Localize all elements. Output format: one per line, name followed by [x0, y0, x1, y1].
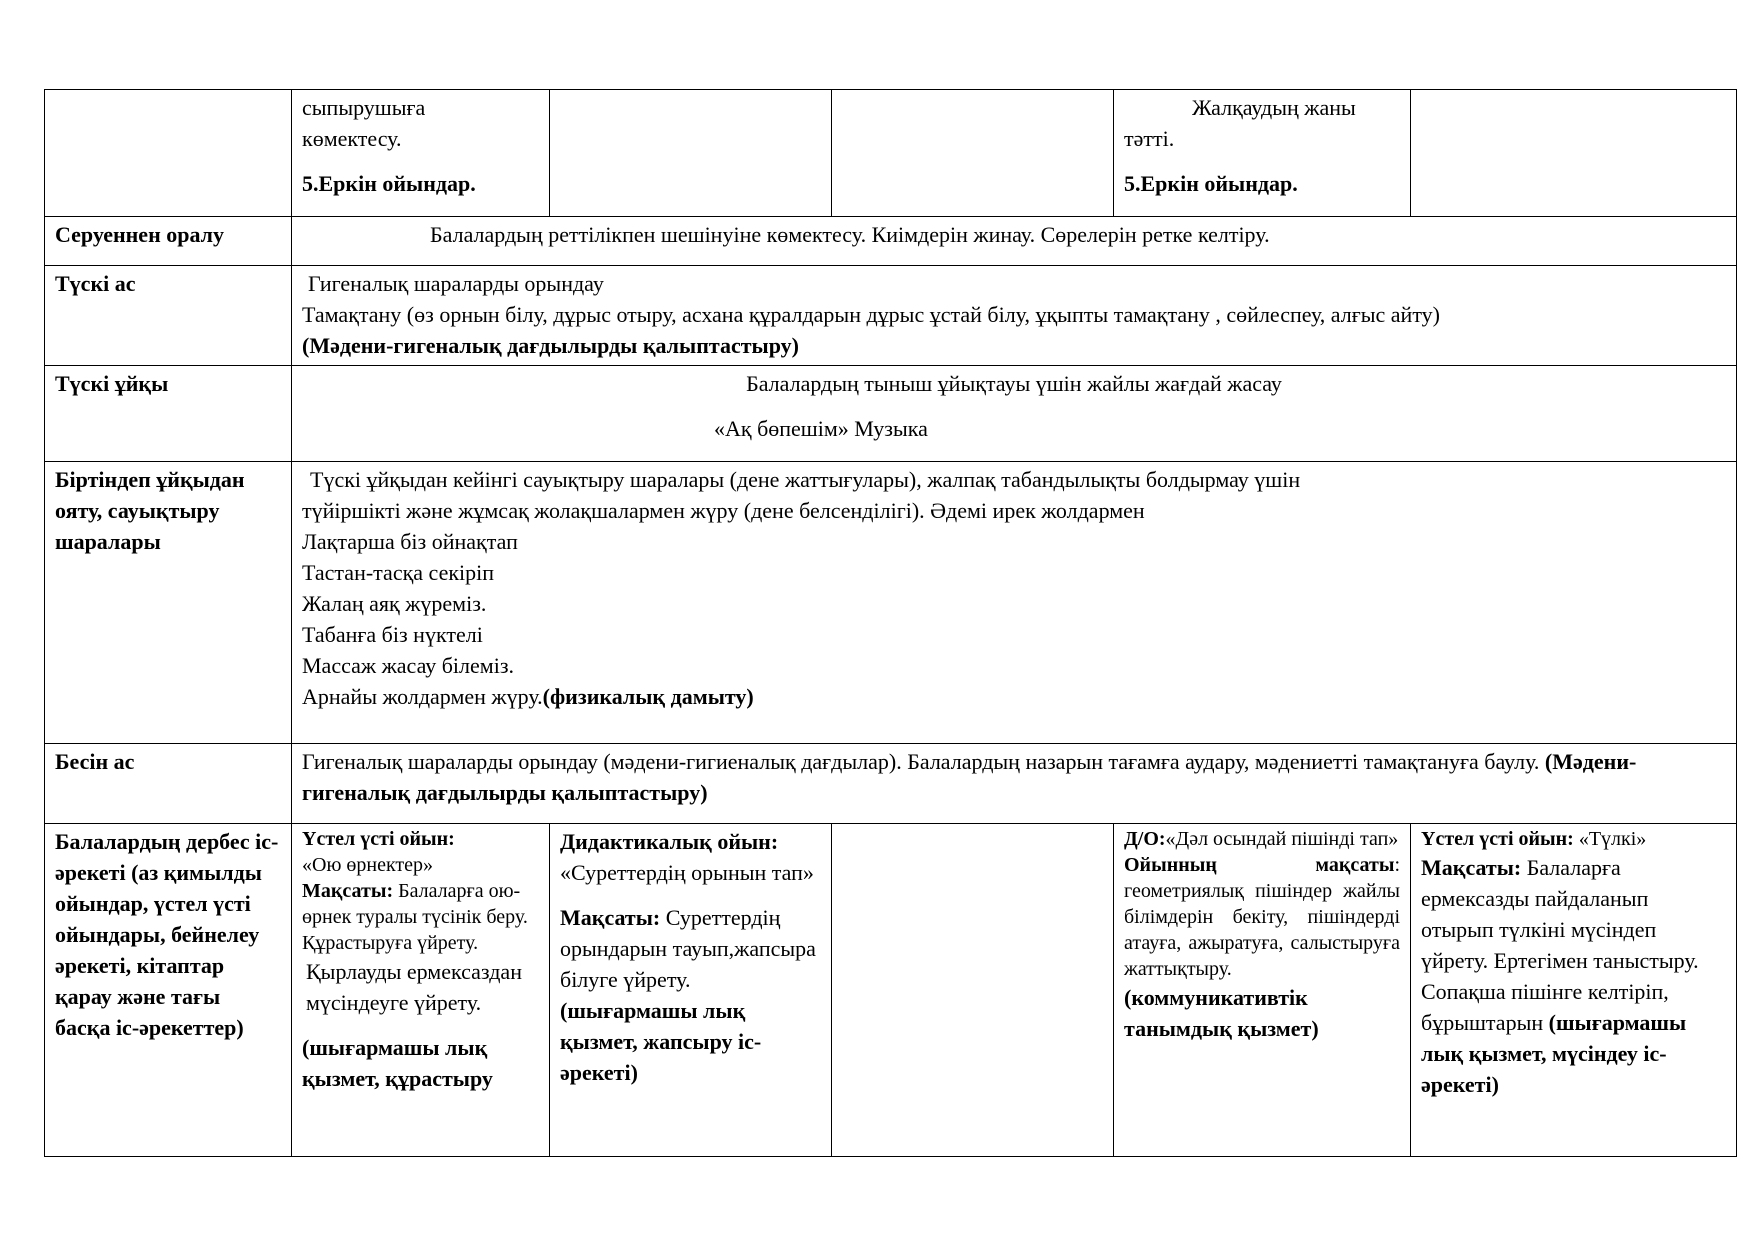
wake-last-text: Арнайы жолдармен жүру.	[302, 684, 543, 709]
cell-top-label	[45, 90, 292, 217]
row-label: Бесін ас	[45, 744, 292, 824]
lunch-bold: (Мәдени-гигеналық дағдылырды қалыптастыру)	[302, 333, 799, 358]
table-row-top	[45, 90, 1737, 217]
wake-line: Жалаң аяқ жүреміз.	[302, 591, 487, 616]
c4-goal-label: Ойынның мақсаты	[1124, 854, 1395, 876]
wake-line: Лақтарша біз ойнақтап	[302, 529, 518, 554]
c4-goal-text: : геометриялық пішіндер жайлы білімдерін бекіту, пішіндерді атауға, ажыратуға, салыстыруға жаттықтыру.	[1124, 854, 1400, 980]
text-line: көмектесу.	[302, 126, 402, 151]
c5-title: Үстел үсті ойын:	[1421, 828, 1574, 850]
c2-subtitle: «Суреттердің орынын тап»	[560, 860, 814, 885]
cell-independent-c1	[292, 824, 550, 1157]
cell-top-col2	[550, 90, 832, 217]
wake-line: Табанға біз нүктелі	[302, 622, 483, 647]
wake-line-last	[302, 681, 1726, 712]
c2-goal-label: Мақсаты:	[560, 905, 661, 930]
row-label: Серуеннен оралу	[45, 217, 292, 266]
cell-independent-c4	[1114, 824, 1411, 1157]
free-games-heading: 5.Еркін ойындар.	[1124, 171, 1298, 196]
table-row-return-walk	[45, 217, 1737, 266]
schedule-table	[44, 89, 1737, 1157]
c5-goal-label: Мақсаты:	[1421, 855, 1522, 880]
c5-goal-text: Балаларға ермексазды пайдаланып отырып түлкіні мүсіндеп үйрету. Ертегімен таныстыру. Сопақша пішінге келтіріп, бұрыштарын	[1421, 855, 1699, 1035]
c2-goal-text: Суреттердің орындарын тауып,жапсыра білуге үйрету.	[560, 905, 816, 992]
wake-line: түйіршікті және жұмсақ жолақшалармен жүру (дене белсенділігі). Әдемі ирек жолдармен	[302, 498, 1145, 523]
table-row-snack	[45, 744, 1737, 824]
cell-top-col4	[1114, 90, 1411, 217]
cell-nap	[292, 366, 1737, 462]
wake-line: Түскі ұйқыдан кейінгі сауықтыру шаралары (дене жаттығулары), жалпақ табандылықты болдырмау үшін	[310, 467, 1301, 492]
nap-line-2: «Ақ бөпешім» Музыка	[714, 416, 928, 441]
c2-bold: (шығармашы лық қызмет, жапсыру іс-әрекеті)	[560, 998, 762, 1085]
wake-line: Тастан-тасқа секіріп	[302, 560, 495, 585]
cell-top-col3	[832, 90, 1114, 217]
snack-bold: (Мәдени-гигеналық дағдылырды қалыптастыру)	[302, 749, 1637, 805]
c5-title-text: «Түлкі»	[1573, 828, 1647, 850]
row-label: Балалардың дербес іс-әрекеті (аз қимылды ойындар, үстел үсті ойындары, бейнелеу әрекеті, кітаптар қарау және тағы басқа іс-әрекеттер)	[45, 824, 292, 1157]
cell-top-col1	[292, 90, 550, 217]
cell-independent-c3	[832, 824, 1114, 1157]
text-line: тәтті.	[1124, 126, 1175, 151]
c1-text2: Қырлауды ермексаздан мүсіндеуге үйрету.	[306, 959, 522, 1015]
c1-goal-label: Мақсаты:	[302, 880, 394, 902]
c1-subtitle: «Ою өрнектер»	[302, 854, 434, 876]
lunch-line-2: Тамақтану (өз орнын білу, дұрыс отыру, асхана құралдарын дұрыс ұстай білу, ұқыпты тамақтану , сөйлеспеу, алғыс айту)	[302, 302, 1440, 327]
wake-line: Массаж жасау білеміз.	[302, 653, 515, 678]
cell-snack	[292, 744, 1737, 824]
cell-independent-c5	[1411, 824, 1737, 1157]
c2-title: Дидактикалық ойын:	[560, 829, 779, 854]
c1-goal-text: Балаларға ою-өрнек туралы түсінік беру. Құрастыруға үйрету.	[302, 880, 528, 954]
row-label: Түскі ас	[45, 266, 292, 366]
c5-bold: (шығармашы лық қызмет, мүсіндеу іс-әрекеті)	[1421, 1010, 1687, 1097]
cell-return-walk	[292, 217, 1737, 266]
text-line: сыпырушыға	[302, 95, 426, 120]
wake-last-bold: (физикалық дамыту)	[542, 684, 754, 709]
cell-wake	[292, 462, 1737, 744]
free-games-heading: 5.Еркін ойындар.	[302, 171, 476, 196]
table-row-lunch	[45, 266, 1737, 366]
row-label: Біртіндеп ұйқыдан ояту, сауықтыру шаралары	[45, 462, 292, 744]
cell-independent-c2	[550, 824, 832, 1157]
c4-title: Д/О:	[1124, 828, 1166, 850]
table-row-independent	[45, 824, 1737, 1157]
cell-lunch	[292, 266, 1737, 366]
c1-title: Үстел үсті ойын:	[302, 828, 455, 850]
table-row-nap	[45, 366, 1737, 462]
c4-bold: (коммуникативтік танымдық қызмет)	[1124, 985, 1319, 1041]
table-row-wake	[45, 462, 1737, 744]
text-line: Жалқаудың жаны	[1192, 95, 1356, 120]
c1-bold: (шығармашы лық қызмет, құрастыру	[302, 1035, 493, 1091]
c4-title-text: «Дәл осындай пішінді тап»	[1165, 828, 1399, 850]
lunch-line-1: Гигеналық шараларды орындау	[308, 271, 604, 296]
return-walk-text: Балалардың реттілікпен шешінуіне көмектесу. Киімдерін жинау. Сөрелерін ретке келтіру.	[430, 222, 1270, 247]
cell-top-col5	[1411, 90, 1737, 217]
snack-text: Гигеналық шараларды орындау (мәдени-гигиеналық дағдылар). Балалардың назарын тағамға аудару, мәдениетті тамақтануға баулу.	[302, 749, 1540, 774]
nap-line-1: Балалардың тыныш ұйықтауы үшін жайлы жағдай жасау	[746, 371, 1282, 396]
row-label: Түскі ұйқы	[45, 366, 292, 462]
